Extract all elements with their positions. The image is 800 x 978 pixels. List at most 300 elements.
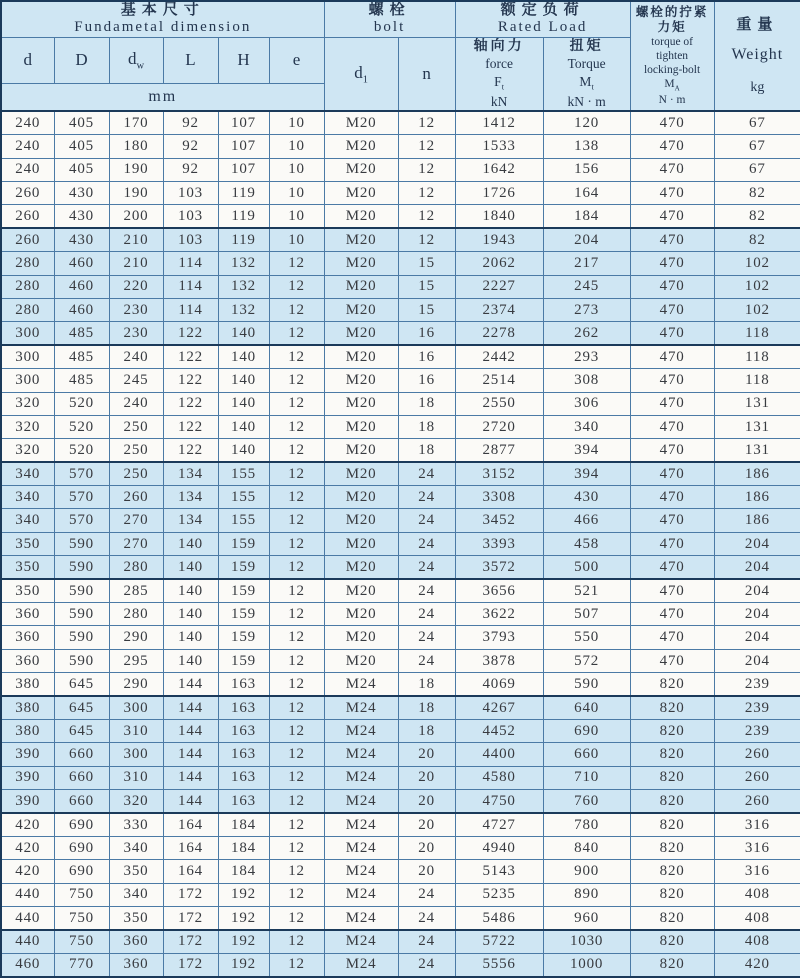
table-cell: 24 [398, 649, 455, 672]
col-n: n [398, 37, 455, 111]
table-cell: 320 [1, 392, 54, 415]
table-cell: 350 [1, 532, 54, 555]
table-cell: 12 [269, 415, 324, 438]
table-cell: 220 [109, 275, 163, 298]
table-cell: M20 [324, 228, 398, 251]
table-row [1, 439, 800, 462]
table-cell: 12 [269, 579, 324, 602]
table-cell: M24 [324, 836, 398, 859]
table-cell: 710 [543, 766, 630, 789]
table-cell: 590 [54, 579, 109, 602]
table-cell: 24 [398, 930, 455, 953]
table-cell: 107 [218, 111, 269, 134]
table-row [1, 369, 800, 392]
table-cell: M24 [324, 813, 398, 836]
header-unit-mm: mm [1, 84, 324, 112]
table-cell: 119 [218, 228, 269, 251]
table-cell: 172 [163, 883, 218, 906]
table-row [1, 860, 800, 883]
table-cell: 12 [269, 860, 324, 883]
table-cell: 485 [54, 322, 109, 345]
table-cell: 5556 [455, 953, 543, 976]
table-row [1, 182, 800, 205]
table-cell: 820 [630, 883, 714, 906]
table-cell: 67 [714, 111, 800, 134]
table-cell: 5143 [455, 860, 543, 883]
table-cell: 210 [109, 252, 163, 275]
table-cell: 190 [109, 182, 163, 205]
table-cell: M20 [324, 111, 398, 134]
table-cell: M24 [324, 930, 398, 953]
table-cell: 820 [630, 696, 714, 719]
table-cell: 204 [543, 228, 630, 251]
table-cell: 250 [109, 462, 163, 485]
table-cell: 12 [269, 462, 324, 485]
force-symbol: $F_t$ [494, 73, 505, 92]
table-cell: 82 [714, 205, 800, 228]
table-cell: 470 [630, 205, 714, 228]
table-cell: 470 [630, 532, 714, 555]
table-cell: 485 [54, 369, 109, 392]
table-cell: 420 [1, 813, 54, 836]
table-cell: 320 [1, 439, 54, 462]
table-cell: 320 [1, 415, 54, 438]
table-row [1, 135, 800, 158]
table-cell: 12 [269, 836, 324, 859]
col-L: L [163, 37, 218, 84]
table-cell: 394 [543, 439, 630, 462]
table-cell: 132 [218, 298, 269, 321]
table-cell: M24 [324, 766, 398, 789]
table-cell: 12 [269, 532, 324, 555]
table-cell: 390 [1, 743, 54, 766]
table-cell: 390 [1, 790, 54, 813]
table-cell: 306 [543, 392, 630, 415]
table-row [1, 907, 800, 930]
table-cell: 107 [218, 135, 269, 158]
table-cell: 2227 [455, 275, 543, 298]
table-cell: 290 [109, 673, 163, 696]
table-cell: 1840 [455, 205, 543, 228]
table-cell: 640 [543, 696, 630, 719]
table-cell: 570 [54, 486, 109, 509]
header-tighten-torque: 螺栓的拧紧 力矩 torque of tighten locking-bolt $M_A$ N · m [630, 1, 714, 111]
table-cell: 200 [109, 205, 163, 228]
table-cell: 156 [543, 158, 630, 181]
table-cell: 1000 [543, 953, 630, 976]
table-row [1, 158, 800, 181]
table-cell: 440 [1, 883, 54, 906]
table-row [1, 392, 800, 415]
table-cell: 163 [218, 743, 269, 766]
table-cell: 144 [163, 743, 218, 766]
table-cell: 15 [398, 298, 455, 321]
table-cell: 690 [54, 836, 109, 859]
col-dw: $d_w$ [109, 37, 163, 84]
table-cell: 159 [218, 626, 269, 649]
table-cell: 780 [543, 813, 630, 836]
table-cell: 204 [714, 532, 800, 555]
table-cell: 430 [54, 205, 109, 228]
table-cell: 12 [269, 907, 324, 930]
table-cell: 260 [714, 743, 800, 766]
table-cell: 140 [218, 322, 269, 345]
header-rated-load-zh: 额定负荷 [500, 2, 585, 18]
table-cell: 3793 [455, 626, 543, 649]
table-cell: 4727 [455, 813, 543, 836]
table-cell: 240 [109, 345, 163, 368]
table-cell: 310 [109, 720, 163, 743]
table-cell: 24 [398, 626, 455, 649]
table-cell: 3393 [455, 532, 543, 555]
table-cell: 122 [163, 345, 218, 368]
table-cell: 350 [109, 860, 163, 883]
header-bolt-zh: 螺栓 [368, 2, 411, 18]
table-cell: 270 [109, 509, 163, 532]
table-cell: 470 [630, 135, 714, 158]
table-cell: 405 [54, 135, 109, 158]
table-cell: 500 [543, 556, 630, 579]
table-row [1, 883, 800, 906]
table-cell: 394 [543, 462, 630, 485]
table-cell: 67 [714, 158, 800, 181]
table-cell: 1726 [455, 182, 543, 205]
table-cell: 114 [163, 275, 218, 298]
table-cell: 18 [398, 696, 455, 719]
table-cell: 330 [109, 813, 163, 836]
table-cell: 316 [714, 836, 800, 859]
table-cell: 408 [714, 907, 800, 930]
table-cell: 12 [398, 182, 455, 205]
table-cell: 140 [218, 439, 269, 462]
table-cell: M20 [324, 252, 398, 275]
table-cell: 186 [714, 462, 800, 485]
table-cell: 20 [398, 813, 455, 836]
header-fundamental-en: Fundametal dimension [74, 19, 252, 36]
table-cell: 300 [109, 696, 163, 719]
table-cell: 820 [630, 790, 714, 813]
col-d: d [1, 37, 54, 84]
table-cell: 470 [630, 556, 714, 579]
table-row [1, 836, 800, 859]
table-cell: 890 [543, 883, 630, 906]
table-cell: 12 [269, 790, 324, 813]
table-cell: 645 [54, 673, 109, 696]
table-cell: 1030 [543, 930, 630, 953]
table-cell: 204 [714, 603, 800, 626]
table-cell: 280 [109, 603, 163, 626]
table-cell: 340 [543, 415, 630, 438]
table-cell: 184 [218, 860, 269, 883]
table-cell: 12 [269, 953, 324, 976]
table-cell: 590 [54, 626, 109, 649]
table-cell: 5235 [455, 883, 543, 906]
table-cell: 180 [109, 135, 163, 158]
table-row [1, 298, 800, 321]
table-cell: M20 [324, 486, 398, 509]
table-cell: 470 [630, 392, 714, 415]
table-row [1, 649, 800, 672]
table-cell: 350 [109, 907, 163, 930]
table-cell: 144 [163, 696, 218, 719]
table-cell: 470 [630, 462, 714, 485]
table-cell: M20 [324, 182, 398, 205]
table-cell: 186 [714, 486, 800, 509]
table-cell: 132 [218, 275, 269, 298]
table-cell: 420 [1, 860, 54, 883]
table-cell: 521 [543, 579, 630, 602]
table-cell: 820 [630, 813, 714, 836]
table-cell: 360 [109, 953, 163, 976]
table-cell: 260 [1, 182, 54, 205]
table-cell: M24 [324, 907, 398, 930]
tighten-symbol: $M_A$ [664, 78, 680, 93]
table-cell: 570 [54, 509, 109, 532]
table-cell: 155 [218, 509, 269, 532]
table-cell: 750 [54, 930, 109, 953]
table-cell: 460 [54, 275, 109, 298]
table-cell: 24 [398, 462, 455, 485]
table-cell: 24 [398, 907, 455, 930]
table-cell: 350 [1, 556, 54, 579]
table-cell: 3308 [455, 486, 543, 509]
table-cell: 12 [269, 345, 324, 368]
table-cell: 470 [630, 298, 714, 321]
table-cell: 239 [714, 696, 800, 719]
table-cell: 690 [54, 860, 109, 883]
table-row [1, 462, 800, 485]
table-row [1, 111, 800, 134]
table-cell: 132 [218, 252, 269, 275]
table-cell: 102 [714, 275, 800, 298]
table-cell: 24 [398, 603, 455, 626]
table-cell: 260 [1, 205, 54, 228]
table-row [1, 205, 800, 228]
table-cell: M20 [324, 579, 398, 602]
table-cell: 12 [269, 673, 324, 696]
table-cell: 118 [714, 369, 800, 392]
table-cell: 300 [1, 369, 54, 392]
table-row [1, 766, 800, 789]
table-cell: 260 [109, 486, 163, 509]
table-cell: 3622 [455, 603, 543, 626]
table-cell: 163 [218, 696, 269, 719]
table-cell: 12 [269, 603, 324, 626]
table-cell: M20 [324, 532, 398, 555]
table-cell: 470 [630, 228, 714, 251]
table-cell: 138 [543, 135, 630, 158]
table-cell: 293 [543, 345, 630, 368]
table-cell: 2514 [455, 369, 543, 392]
table-cell: 12 [269, 275, 324, 298]
table-cell: 122 [163, 322, 218, 345]
table-cell: 660 [54, 790, 109, 813]
table-cell: 210 [109, 228, 163, 251]
table-cell: 184 [543, 205, 630, 228]
table-cell: 12 [269, 720, 324, 743]
table-cell: 172 [163, 930, 218, 953]
table-cell: 290 [109, 626, 163, 649]
table-cell: 245 [543, 275, 630, 298]
table-cell: 230 [109, 298, 163, 321]
table-cell: M24 [324, 673, 398, 696]
table-cell: 430 [543, 486, 630, 509]
table-cell: 360 [1, 626, 54, 649]
table-cell: 320 [109, 790, 163, 813]
table-cell: 3656 [455, 579, 543, 602]
table-cell: 12 [269, 298, 324, 321]
table-cell: 163 [218, 673, 269, 696]
table-cell: 20 [398, 836, 455, 859]
table-cell: 140 [163, 579, 218, 602]
table-cell: 820 [630, 930, 714, 953]
table-cell: 140 [218, 369, 269, 392]
table-cell: 12 [269, 696, 324, 719]
table-cell: 240 [109, 392, 163, 415]
table-cell: 184 [218, 836, 269, 859]
table-cell: 408 [714, 883, 800, 906]
table-cell: 340 [1, 462, 54, 485]
table-cell: 164 [163, 836, 218, 859]
table-cell: 440 [1, 930, 54, 953]
table-cell: 260 [714, 766, 800, 789]
table-row [1, 532, 800, 555]
table-cell: 20 [398, 766, 455, 789]
table-cell: 240 [1, 158, 54, 181]
table-cell: 140 [163, 649, 218, 672]
table-cell: 460 [54, 252, 109, 275]
table-cell: 140 [163, 603, 218, 626]
table-cell: 470 [630, 439, 714, 462]
table-cell: 466 [543, 509, 630, 532]
table-cell: 12 [269, 930, 324, 953]
table-cell: 2442 [455, 345, 543, 368]
table-cell: 67 [714, 135, 800, 158]
table-cell: 239 [714, 720, 800, 743]
table-cell: 102 [714, 298, 800, 321]
table-cell: 690 [54, 813, 109, 836]
table-cell: 10 [269, 205, 324, 228]
table-cell: 645 [54, 696, 109, 719]
table-cell: 750 [54, 883, 109, 906]
table-cell: 170 [109, 111, 163, 134]
table-cell: 470 [630, 369, 714, 392]
table-cell: M20 [324, 345, 398, 368]
table-cell: 163 [218, 790, 269, 813]
table-cell: 590 [54, 603, 109, 626]
table-cell: 122 [163, 369, 218, 392]
table-cell: 163 [218, 766, 269, 789]
table-cell: 12 [398, 205, 455, 228]
table-cell: 520 [54, 392, 109, 415]
table-cell: 4940 [455, 836, 543, 859]
table-cell: 840 [543, 836, 630, 859]
table-cell: 12 [398, 111, 455, 134]
header-fundamental-dimension [1, 1, 324, 37]
table-cell: 820 [630, 673, 714, 696]
table-row [1, 953, 800, 976]
table-cell: 820 [630, 743, 714, 766]
table-row [1, 322, 800, 345]
table-cell: M20 [324, 392, 398, 415]
table-cell: 458 [543, 532, 630, 555]
col-d1: $d_1$ [324, 37, 398, 111]
table-cell: 245 [109, 369, 163, 392]
table-cell: 316 [714, 860, 800, 883]
table-cell: 82 [714, 182, 800, 205]
table-cell: 204 [714, 626, 800, 649]
table-cell: 300 [109, 743, 163, 766]
table-cell: 4267 [455, 696, 543, 719]
table-cell: 122 [163, 439, 218, 462]
table-cell: 550 [543, 626, 630, 649]
table-cell: 164 [543, 182, 630, 205]
table-cell: M20 [324, 322, 398, 345]
table-cell: M20 [324, 509, 398, 532]
table-cell: 380 [1, 696, 54, 719]
table-cell: 430 [54, 228, 109, 251]
header-rated-load [455, 1, 630, 37]
table-cell: 770 [54, 953, 109, 976]
table-cell: 240 [1, 135, 54, 158]
table-cell: 24 [398, 532, 455, 555]
table-cell: 172 [163, 907, 218, 930]
table-row [1, 790, 800, 813]
table-cell: 4750 [455, 790, 543, 813]
table-row [1, 603, 800, 626]
table-cell: 430 [54, 182, 109, 205]
header-fundamental-zh: 基本尺寸 [120, 2, 205, 18]
table-cell: 4400 [455, 743, 543, 766]
table-cell: 470 [630, 111, 714, 134]
table-cell: 460 [1, 953, 54, 976]
table-cell: 3878 [455, 649, 543, 672]
table-row [1, 696, 800, 719]
table-cell: 260 [1, 228, 54, 251]
table-cell: 18 [398, 415, 455, 438]
table-cell: 470 [630, 182, 714, 205]
table-cell: 4069 [455, 673, 543, 696]
table-cell: 82 [714, 228, 800, 251]
table-cell: 1412 [455, 111, 543, 134]
table-cell: 10 [269, 158, 324, 181]
table-cell: M20 [324, 369, 398, 392]
table-cell: 390 [1, 766, 54, 789]
table-cell: 470 [630, 649, 714, 672]
table-cell: 308 [543, 369, 630, 392]
table-cell: 140 [163, 556, 218, 579]
table-cell: 240 [1, 111, 54, 134]
table-cell: 10 [269, 135, 324, 158]
table-cell: 470 [630, 252, 714, 275]
table-cell: 590 [54, 649, 109, 672]
col-D: D [54, 37, 109, 84]
table-cell: 1533 [455, 135, 543, 158]
table-cell: 900 [543, 860, 630, 883]
table-cell: 4580 [455, 766, 543, 789]
table-cell: 16 [398, 369, 455, 392]
table-cell: M20 [324, 556, 398, 579]
table-cell: 295 [109, 649, 163, 672]
table-cell: M20 [324, 298, 398, 321]
table-cell: 340 [109, 836, 163, 859]
table-cell: 470 [630, 579, 714, 602]
table-cell: 186 [714, 509, 800, 532]
col-axial-force: 轴向力 force $F_t$ kN [455, 37, 543, 111]
table-row [1, 415, 800, 438]
table-cell: 470 [630, 509, 714, 532]
table-cell: M20 [324, 439, 398, 462]
